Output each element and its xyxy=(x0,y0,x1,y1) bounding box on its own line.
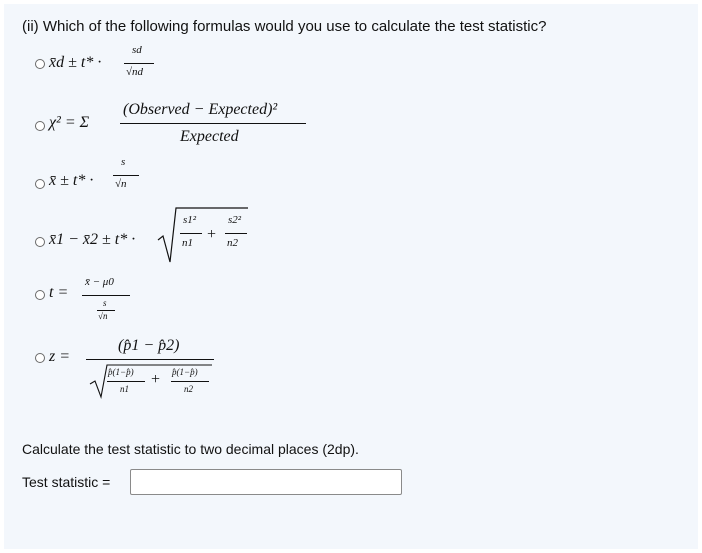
formula-one-mean-prefix: x̄ ± t* · xyxy=(49,172,94,189)
question-text: (ii) Which of the following formulas would you use to calculate the test statistic? xyxy=(22,18,547,35)
fraction-bar xyxy=(124,63,154,64)
fraction-bar xyxy=(171,381,209,382)
formula-two-means-plus: + xyxy=(207,226,217,243)
formula-chi-prefix: χ² = Σ xyxy=(49,114,90,131)
formula-z-term1-numerator: p̂(1−p̂) xyxy=(108,367,134,377)
test-statistic-input[interactable] xyxy=(130,469,402,495)
formula-two-means-n1: n1 xyxy=(182,237,193,249)
formula-z-plus: + xyxy=(151,371,161,388)
radio-option-two-means[interactable] xyxy=(35,237,45,247)
formula-paired-denominator: √nd xyxy=(126,66,144,78)
formula-two-means-s1sq: s1² xyxy=(183,214,197,226)
formula-one-mean-numerator: s xyxy=(121,156,126,168)
formula-one-mean-denominator: √n xyxy=(115,178,127,190)
formula-t-prefix: t = xyxy=(49,284,69,301)
fraction-bar xyxy=(86,359,214,360)
formula-t-den-s: s xyxy=(103,298,107,308)
fraction-bar xyxy=(120,123,306,124)
formula-z-term1-denominator: n1 xyxy=(120,384,129,394)
formula-chi-numerator: (Observed − Expected)² xyxy=(123,101,278,118)
formula-z-numerator: (p̂1 − p̂2) xyxy=(118,337,180,354)
formula-z-term2-denominator: n2 xyxy=(184,384,193,394)
formula-two-means-s2sq: s2² xyxy=(228,214,242,226)
fraction-bar xyxy=(225,233,247,234)
instruction-text: Calculate the test statistic to two decimal places (2dp). xyxy=(22,441,359,457)
formula-two-means-prefix: x̄1 − x̄2 ± t* · xyxy=(49,231,136,248)
fraction-bar xyxy=(82,295,130,296)
formula-z-prefix: z = xyxy=(49,348,71,365)
test-statistic-label: Test statistic = xyxy=(22,474,111,490)
formula-t-den-sqrtn: √n xyxy=(98,311,108,321)
fraction-bar xyxy=(107,381,145,382)
formula-z-term2-numerator: p̂(1−p̂) xyxy=(172,367,198,377)
radio-option-one-mean[interactable] xyxy=(35,179,45,189)
formula-chi-denominator: Expected xyxy=(180,128,239,145)
formula-paired-prefix: x̄d ± t* · xyxy=(49,54,102,71)
radio-option-z-statistic[interactable] xyxy=(35,353,45,363)
formula-paired-numerator: sd xyxy=(132,44,142,56)
radio-option-paired[interactable] xyxy=(35,59,45,69)
radio-option-chi-square[interactable] xyxy=(35,121,45,131)
formula-two-means-n2: n2 xyxy=(227,237,238,249)
formula-t-numerator: x̄ − μ0 xyxy=(85,276,114,288)
fraction-bar xyxy=(180,233,202,234)
radio-option-t-statistic[interactable] xyxy=(35,290,45,300)
fraction-bar xyxy=(113,175,139,176)
